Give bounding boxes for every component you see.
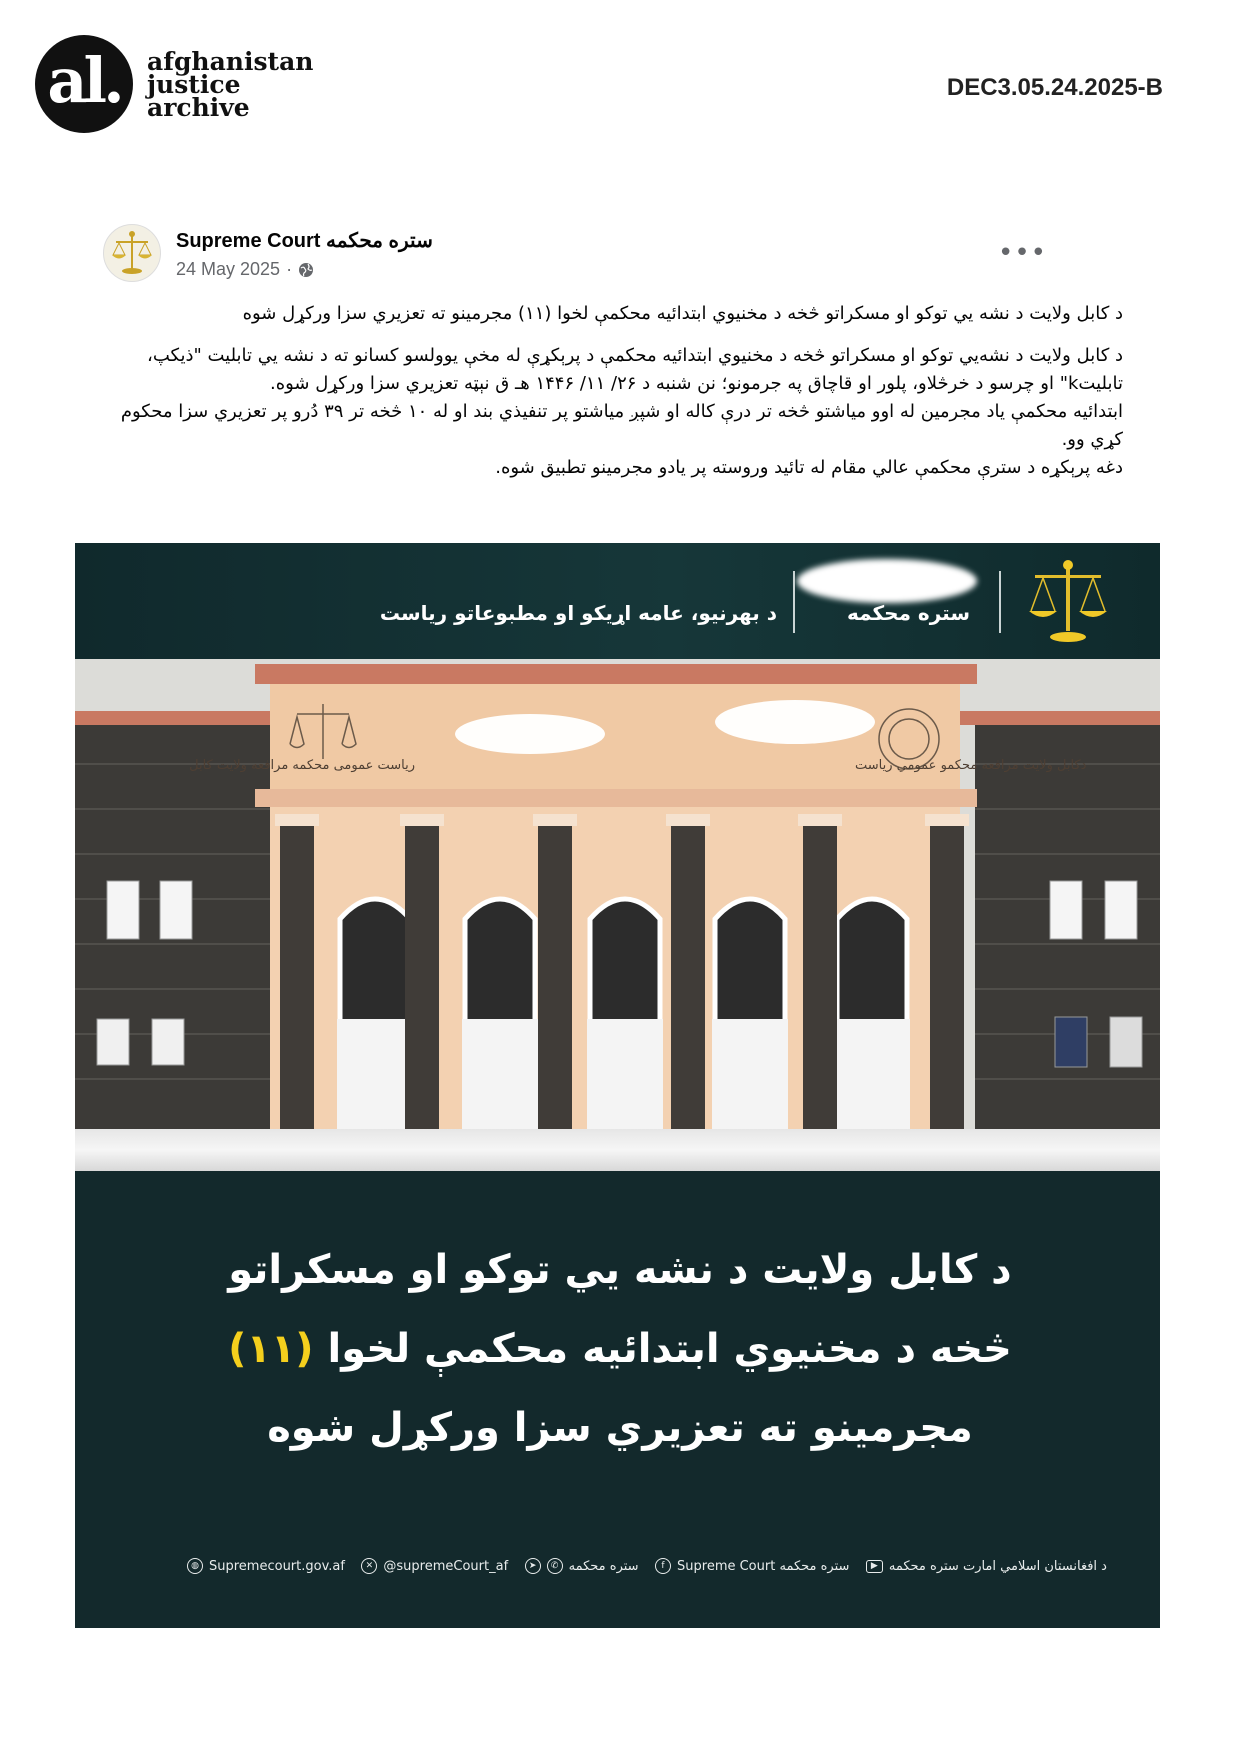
header-divider [999, 571, 1001, 633]
logo-line-1: afghanistan [147, 46, 314, 76]
post-title: د کابل ولایت د نشه یي توکو او مسکراتو څخه د مخنیوي ابتدائیه محکمې لخوا (۱۱) مجرمینو ته تعزیري سزا ورکړل شوه [242, 303, 1123, 324]
footer-youtube-text: د افغانستان اسلامي امارت ستره محکمه [888, 1558, 1107, 1574]
card-header-court: ستره محکمه [846, 601, 970, 625]
footer-x-text: @supremeCourt_af [383, 1558, 509, 1574]
archive-logo-mark: al. [35, 35, 133, 133]
card-header-directorate: د بهرنیو، عامه اړیکو او مطبوعاتو ریاست [379, 601, 777, 625]
post-meta [176, 259, 314, 280]
archive-logo [35, 35, 313, 133]
footer-telegram-whatsapp [525, 1558, 639, 1574]
scales-of-justice-icon [1023, 553, 1113, 649]
court-building-photo [75, 659, 1160, 1129]
archive-logo-text [147, 46, 314, 122]
logo-line-2: justice [147, 69, 241, 99]
post-paragraph-3: دغه پرېکړه د سترې محکمې عالي مقام له تائید وروسته پر یادو مجرمینو تطبیق شوه. [495, 457, 1123, 478]
whatsapp-icon: ✆ [547, 1558, 563, 1574]
image-divider-band [75, 1129, 1160, 1171]
post-image[interactable] [75, 543, 1160, 1628]
document-id: DEC3.05.24.2025-B [946, 74, 1163, 101]
headline-part-1: د کابل ولایت د نشه یي توکو او مسکراتو څخه د مخنیوي ابتدائیه محکمې لخوا [228, 1247, 1012, 1372]
headline-count: (۱۱) [228, 1326, 314, 1372]
more-options-icon[interactable]: ••• [997, 238, 1047, 268]
post-paragraph-2: ابتدائیه محکمې یاد مجرمین له اوو میاشتو څخه تر درې کاله او شپږ میاشتو پر تنفیذي بند او له ۱۰ څخه تر ۳۹ دُرو پر تعزیري سزا محکوم کړي وو. [120, 401, 1123, 450]
page-name[interactable]: Supreme Court ستره محکمه [176, 230, 433, 252]
meta-separator: · [286, 259, 293, 279]
footer-website-text: Supremecourt.gov.af [209, 1558, 345, 1574]
svg-text:ریاست عمومی محکمه مرافعه ولایت: ریاست عمومی محکمه مرافعه ولایت کابل [189, 758, 415, 773]
footer-facebook-text: Supreme Court ستره محکمه [677, 1558, 850, 1574]
telegram-icon: ➤ [525, 1558, 541, 1574]
post-body [103, 342, 1123, 482]
scales-of-justice-icon [104, 225, 160, 281]
footer-website [187, 1558, 345, 1574]
globe-icon [298, 262, 314, 278]
facebook-icon: f [655, 1558, 671, 1574]
card-footer-links [187, 1554, 1107, 1578]
post-date[interactable]: 24 May 2025 [176, 259, 281, 279]
footer-telegram-text: ستره محکمه [568, 1558, 639, 1574]
footer-facebook [655, 1558, 849, 1574]
globe-icon: ◍ [187, 1558, 203, 1574]
x-icon: ✕ [361, 1558, 377, 1574]
card-header [75, 543, 1160, 659]
header-divider [793, 571, 795, 633]
page-avatar[interactable] [103, 224, 161, 282]
footer-youtube [866, 1559, 1107, 1574]
svg-text:دکابل ولایت مرافعه محکمو عمومي: دکابل ولایت مرافعه محکمو عمومي ریاست [855, 758, 1087, 773]
youtube-icon: ▶ [866, 1560, 883, 1573]
post-paragraph-1: د کابل ولایت د نشه‌یي توکو او مسکراتو څخه د مخنیوي ابتدائیه محکمې د پرېکړې له مخې یوولسو کسانو ته د نشه یي تابلیت "ذیکپ، تابلیتk" او چرسو د خرڅلاو، پلور او قاچاق په جرمونو؛ نن شنبه د ۲۶/ ۱۱/ ۱۴۴۶ هـ ق نېټه تعزیري سزا ورکړل شوه. [147, 345, 1123, 394]
card-headline-panel [75, 1171, 1160, 1628]
logo-line-3: archive [147, 92, 250, 122]
redacted-emblem-text [797, 559, 977, 603]
footer-x [361, 1558, 508, 1574]
card-headline [185, 1231, 1055, 1468]
headline-part-2: مجرمینو ته تعزیري سزا ورکړل شوه [267, 1405, 973, 1451]
